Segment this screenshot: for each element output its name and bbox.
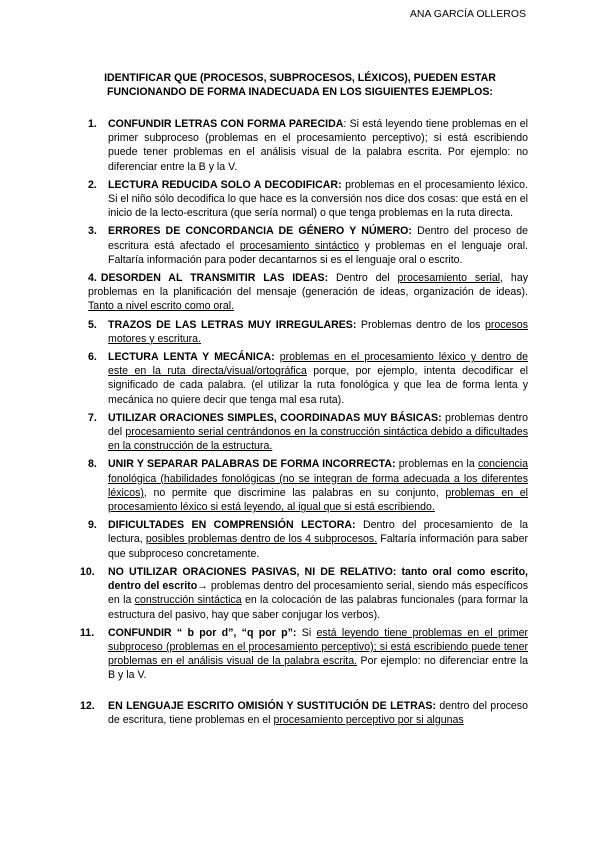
item-underlined-text: conciencia fonológica (habilidades fonológicas (no se integran de forma adecuada a los diferentes léxicos) xyxy=(108,458,529,499)
item-text: Faltaría información para saber que subproceso concretamente. xyxy=(108,533,528,560)
item-text: → problemas dentro del procesamiento serial, siendo más específicos en la xyxy=(108,580,529,607)
list-item xyxy=(88,457,528,514)
item-text: problemas en la xyxy=(395,458,478,471)
item-text: y problemas en el lenguaje oral. Faltaría información para poder decantarnos si es el lenguaje oral o escrito. xyxy=(108,239,528,266)
item-underlined-text: problemas en el procesamiento léxico si está leyendo, al igual que si está escribiendo. xyxy=(108,486,528,514)
list-item xyxy=(80,626,529,683)
item-heading: TRAZOS DE LAS LETRAS MUY IRREGULARES: xyxy=(108,318,357,331)
item-text: Problemas dentro de los xyxy=(356,318,485,331)
item-text: Si xyxy=(296,626,317,639)
item-text: Dentro del xyxy=(328,272,398,285)
item-underlined-text: construcción sintáctica xyxy=(134,594,242,607)
item-number: 2. xyxy=(88,178,97,191)
item-number: 10. xyxy=(80,565,95,578)
item-number: 5. xyxy=(88,318,97,331)
item-number: 8. xyxy=(88,458,97,471)
item-heading: CONFUNDIR “ b por d”, “q por p”: xyxy=(108,626,297,639)
item-text: , no permite que discrimine las palabras en su conjunto, xyxy=(143,486,446,499)
item-text: , hay problemas en la planificación del mensaje (generación de ideas, organización de ideas). xyxy=(88,272,529,299)
item-text: Dentro del procesamiento de la lectura, xyxy=(108,519,528,546)
item-underlined-text: posibles problemas dentro de los 4 subprocesos. xyxy=(145,533,378,546)
item-heading: DESORDEN AL TRANSMITIR LAS IDEAS: xyxy=(100,272,329,285)
list-item xyxy=(88,350,528,407)
item-underlined-text: procesamiento perceptivo por si algunas xyxy=(273,713,464,726)
author-name: ANA GARCÍA OLLEROS xyxy=(409,8,526,20)
item-number: 11. xyxy=(80,626,95,639)
item-text: Por ejemplo: no diferenciar entre la B y la V. xyxy=(108,655,529,682)
item-underlined-text: procesamiento sintáctico xyxy=(239,239,360,252)
item-heading: DIFICULTADES EN COMPRENSIÓN LECTORA: xyxy=(108,519,356,532)
list-item xyxy=(80,699,528,727)
item-number: 9. xyxy=(88,519,97,532)
item-number: 12. xyxy=(80,699,95,712)
item-heading: CONFUNDIR LETRAS CON FORMA PARECIDA xyxy=(108,118,344,130)
list-item xyxy=(88,224,528,267)
item-underlined-text: procesos motores y escritura. xyxy=(108,318,528,345)
examples-list xyxy=(80,117,529,731)
item-number: 3. xyxy=(88,225,97,238)
item-text: porque, por ejemplo, intenta decodificar el significado de cada palabra. (el utilizar la ruta fonológica y que lea de forma lenta y mecánica no quiere decir que tenga mal esa ruta). xyxy=(108,365,528,406)
list-item xyxy=(80,565,529,622)
item-heading: LECTURA LENTA Y MECÁNICA: xyxy=(108,351,275,364)
item-number: 6. xyxy=(88,351,97,364)
item-underlined-text: está leyendo tiene problemas en el primer subproceso (problemas en el procesamiento perceptivo); si está escribiendo puede tener problemas en el análisis visual de la palabra escrita. xyxy=(108,626,528,668)
document-title: IDENTIFICAR QUE (PROCESOS, SUBPROCESOS, LÉXICOS), PUEDEN ESTAR FUNCIONANDO DE FORMA INADECUADA EN LOS SIGUIENTES EJEMPLOS: xyxy=(104,72,496,98)
item-number: 7. xyxy=(88,411,97,424)
item-heading: ERRORES DE CONCORDANCIA DE GÉNERO Y NÚMERO: xyxy=(108,225,412,238)
item-underlined-text: problemas en el procesamiento léxico y dentro de este en la ruta directa/visual/ortográfica xyxy=(108,351,528,378)
item-underlined-text: procesamiento serial xyxy=(397,272,501,285)
item-heading: UNIR Y SEPARAR PALABRAS DE FORMA INCORRECTA: xyxy=(108,458,396,471)
item-text: problemas dentro del xyxy=(108,411,528,439)
item-number: 4. xyxy=(88,272,97,285)
item-number: 1. xyxy=(88,118,97,130)
item-heading: LECTURA REDUCIDA SOLO A DECODIFICAR: xyxy=(108,178,342,191)
list-item xyxy=(88,178,528,221)
item-heading: NO UTILIZAR ORACIONES PASIVAS, NI DE RELATIVO: tanto oral como escrito, dentro del escrito xyxy=(108,565,528,593)
list-item xyxy=(88,318,528,346)
list-item xyxy=(88,271,528,314)
item-text: Dentro del proceso de escritura está afectado el xyxy=(108,225,528,252)
item-underlined-text: Tanto a nivel escrito como oral. xyxy=(88,300,235,313)
list-item xyxy=(88,117,528,174)
item-text: : Si está leyendo tiene problemas en el primer subproceso (problemas en el procesamiento perceptivo); si está escribiendo puede tener problemas en el análisis visual de la palabra escrita. Por ejemplo: no diferenciar entre la B y la V. xyxy=(108,118,529,173)
list-item xyxy=(88,411,528,454)
item-heading: UTILIZAR ORACIONES SIMPLES, COORDINADAS MUY BÁSICAS: xyxy=(108,411,442,424)
item-text: problemas en el procesamiento léxico. Si el niño sólo decodifica lo que hace es la conversión nos dice dos cosas: que está en el inicio de la lecto-escritura (que sería normal) o que tenga problemas en la ruta directa. xyxy=(108,178,528,220)
list-item xyxy=(88,518,528,561)
item-text: dentro del proceso de escritura, tiene problemas en el xyxy=(108,699,528,726)
item-underlined-text: procesamiento serial centrándonos en la construcción sintáctica debido a dificultades en la construcción de la estructura. xyxy=(108,426,528,453)
item-text: en la colocación de las palabras funcionales (para formar la estructura del pasivo, hay que saber conjugar los verbos). xyxy=(108,594,528,621)
item-heading: EN LENGUAJE ESCRITO OMISIÓN Y SUSTITUCIÓN DE LETRAS: xyxy=(108,699,436,712)
